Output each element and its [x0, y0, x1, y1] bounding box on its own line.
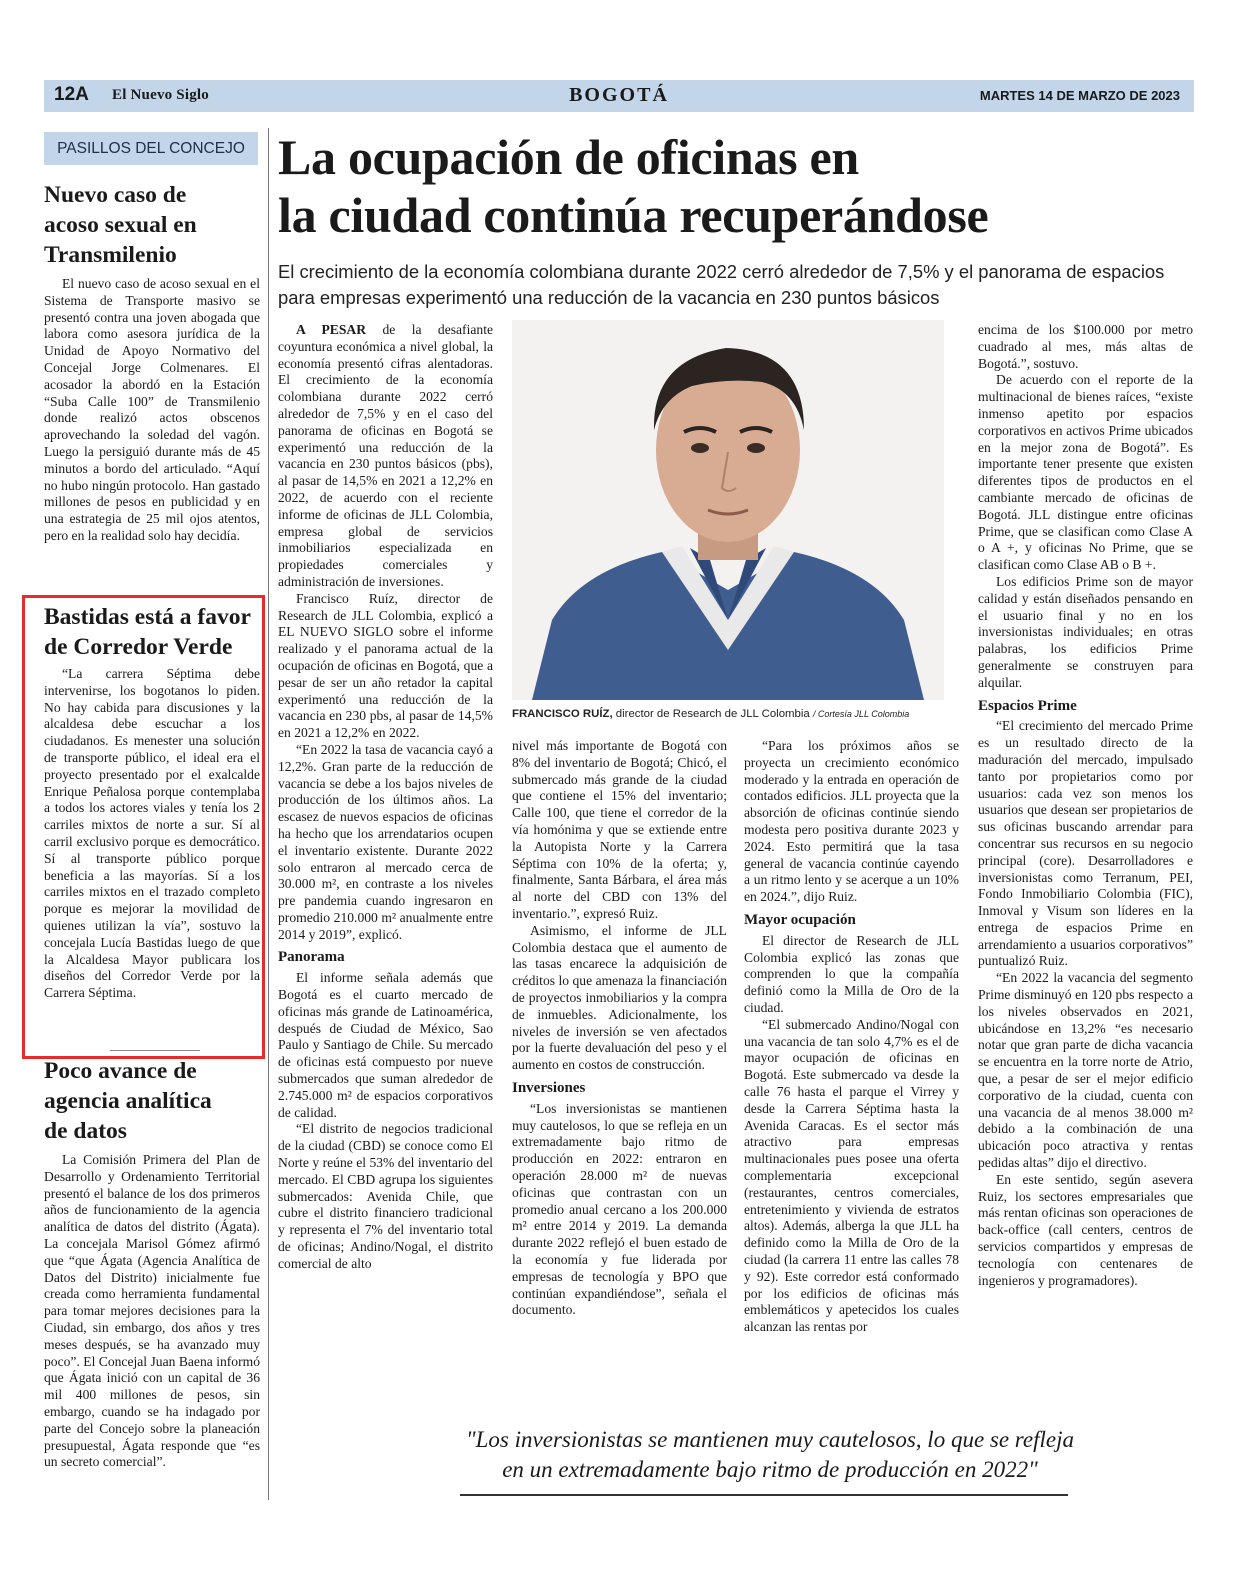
sidebar-story2-body: “La carrera Séptima debe intervenirse, los bogotanos lo piden. No hay cabida para discusiones y la alcaldesa debe escuchar a los ciudadanos. Es menester una solución de transporte público, el ideal era el proyecto presentado por el exalcalde Enrique Peñalosa porque contemplaba a todos los actores viales y tenía los 2 carriles mixtos de norte a sur. Sí al carril exclusivo porque es democrático. Sí al transporte público porque beneficia a las mayorías. Sí a los carriles mixtos en el trazado completo porque es mejorar la movilidad de quienes utilizan la vía”, sostuvo la concejala Lucía Bastidas luego de que la Alcaldesa Mayor publicara los diseños del Corredor Verde por la Carrera Séptima. — [44, 666, 260, 1001]
sidebar-story1-body: El nuevo caso de acoso sexual en el Sistema de Transporte masivo se presentó contra una joven abogada que labora como asesora jurídica de la Unidad de Apoyo Normativo del Concejal Jorge Colmenares. El acosador la abordó en la Estación “Suba Calle 100” de Transmilenio donde realizó actos obscenos aprovechando la soledad del vagón. Luego la persiguió durante más de 45 minutos a bordo del articulado. “Aquí no hubo ningún protocolo. Han gastado millones de pesos en publicidad y en una estrategia de 25 mil ojos atentos, pero en la realidad solo hay decidía. — [44, 276, 260, 543]
page-header-bar — [44, 80, 1194, 112]
caption-name: FRANCISCO RUÍZ, — [512, 708, 613, 720]
box-divider — [110, 1050, 200, 1051]
sidebar-story1-title: Nuevo caso de acoso sexual en Transmilenio — [44, 182, 197, 268]
newspaper-name: El Nuevo Siglo — [112, 87, 209, 103]
portrait-photo — [512, 320, 944, 700]
subhead-panorama: Panorama — [278, 949, 345, 966]
sidebar-story3-body: La Comisión Primera del Plan de Desarrollo y Ordenamiento Territorial presentó el balance de los dos primeros años de funcionamiento de la agencia analítica de datos del distrito (Ágata). La concejala Marisol Gómez afirmó que “que Ágata (Agencia Analítica de Datos del Distrito) inicialmente fue creada como herramienta fundamental para tomar mejores decisiones para la Ciudad, sin embargo, dos años y tres meses después, se ha avanzado muy poco”. El Concejal Juan Baena informó que Ágata inició con un capital de 36 mil 400 millones de pesos, sin embargo, cuando se ha indagado por parte del Concejo sobre la planeación presupuestal, Ágata responde que “es un secreto comercial”. — [44, 1152, 260, 1470]
sidebar-story2-title: Bastidas está a favor de Corredor Verde — [44, 604, 251, 660]
lead-in: A PESAR — [296, 322, 367, 337]
article-column-3: “Para los próximos años se proyecta un crecimiento económico moderado y la entrada en operación de contados edificios. JLL proyecta que la absorción de oficinas continúe siendo modesta pero positiva durante 2023 y 2024. Esto permitirá que la tasa general de vacancia continúe cayendo a un ritmo lento y se acerque a un 10% en 2024.”, dijo Ruiz. Mayor ocupación El director de Research de JLL Colombia explicó las zonas que comprenden lo que la compañía definió como la Milla de Oro de la ciudad. “El submercado Andino/Nogal con una vacancia de tan solo 4,7% es el de mayor ocupación de oficinas en Bogotá. Este submercado va desde la calle 76 hasta el parque el Virrey y desde la Carrera Séptima hasta la Avenida Caracas. Es el sector más atractivo para empresas multinacionales pues posee una oferta complementaria excepcional (restaurantes, centros comerciales, entretenimiento y vivienda de estratos altos). Además, alberga la que JLL ha definido como la Milla de Oro de la ciudad (la carrera 11 entre las calles 78 y 92). Este corredor está conformado por los edificios de oficinas más emblemáticos y apetecidos los cuales alcanzan las rentas por — [744, 738, 959, 1335]
article-subheadline: El crecimiento de la economía colombiana durante 2022 cerró alrededor de 7,5% y el panorama de espacios para empresas experimentó una reducción de la vacancia en 230 puntos básicos — [278, 261, 1165, 308]
article-column-2: nivel más importante de Bogotá con 8% del inventario de Bogotá; Chicó, el submercado más grande de la ciudad que contiene el 15% del inventario; Calle 100, que tiene el corredor de la vía homónima y que se extiende entre la Autopista Norte y la Carrera Séptima con 10% de la oferta; y, finalmente, Santa Bárbara, el área más al norte del CBD con 13% del inventario.”, expresó Ruiz. Asimismo, el informe de JLL Colombia destaca que el aumento de las tasas encarece la adquisición de créditos lo que amenaza la financiación de proyectos inmobiliarios y la compra de inmuebles. Adicionalmente, los niveles de inversión se ven afectados por la fuerte devaluación del peso y el aumento en costos de construcción. Inversiones “Los inversionistas se mantienen muy cautelosos, lo que se refleja en un extremadamente bajo ritmo de producción en 2022: entraron en operación 28.000 m² de nuevas oficinas que contrastan con un promedio anual cercano a los 200.000 m² entre 2014 y 2019. La demanda durante 2022 reflejó el buen estado de la economía y fue liderada por empresas de tecnología y BPO que continúan expandiéndose”, señala el documento. — [512, 738, 727, 1318]
photo-caption — [512, 708, 952, 720]
photo-credit: / Cortesía JLL Colombia — [812, 709, 910, 719]
column-divider — [268, 128, 269, 1500]
section-name: BOGOTÁ — [569, 84, 669, 106]
pull-quote-rule — [460, 1494, 1068, 1496]
sidebar-tag: PASILLOS DEL CONCEJO — [44, 132, 258, 165]
pull-quote: "Los inversionistas se mantienen muy cautelosos, lo que se refleja en un extremadamente bajo ritmo de producción en 2022" — [465, 1427, 1074, 1482]
sidebar-story3-title: Poco avance de agencia analítica de datos — [44, 1058, 212, 1144]
page-number: 12A — [54, 84, 89, 105]
article-column-4: encima de los $100.000 por metro cuadrado al mes, más altas de Bogotá.”, sostuvo. De acuerdo con el reporte de la multinacional de bienes raíces, “existe inmenso apetito por espacios corporativos en activos Prime ubicados en la mejor zona de Bogotá”. Es importante tener presente que existen diferentes tipos de productos en el cambiante mercado de oficinas de Bogotá. JLL distingue entre oficinas Prime, que se clasifican como Clase A o A +, y oficinas No Prime, que se clasifican como Clase AB o B +. Los edificios Prime son de mayor calidad y están diseñados pensando en el usuario final y no en los inversionistas individuales; en otras palabras, los edificios Prime generalmente se construyen para alquilar. Espacios Prime “El crecimiento del mercado Prime es un resultado directo de la maduración del mercado, impulsado tanto por propietarios como por usuarios: cada vez son menos los usuarios que desean ser propietarios de sus oficinas buscando arrendar para concentrar sus recursos en su negocio principal (core). Desarrolladores e inversionistas como Terranum, PEI, Fondo Inmobiliario Colombia (FIC), Inmoval y Visum son líderes en la entrega de espacios Prime en arrendamiento a usuarios corporativos” puntualizó Ruiz. “En 2022 la vacancia del segmento Prime disminuyó en 120 pbs respecto a los niveles observados en 2021, ubicándose en 13,2% “es necesario notar que gran parte de dicha vacancia se encuentra en la torre norte de Atrio, que, a pesar de ser el mejor edificio corporativo de la ciudad, cuenta con una vacancia de al menos 38.000 m² debido a la combinación de una ubicación poco atractiva y rentas pedidas altas” dijo el directivo. En este sentido, según asevera Ruiz, los sectores empresariales que más rentan oficinas son operaciones de back-office (call centers, centros de servicios compartidos y empresas de tecnología con centenares de ingenieros y programadores). — [978, 322, 1193, 1288]
subhead-espacios-prime: Espacios Prime — [978, 697, 1077, 714]
article-column-1: A PESAR de la desafiante coyuntura económica a nivel global, la economía presentó cifras alentadoras. El crecimiento de la economía colombiana durante 2022 cerró alrededor de 7,5% y en el caso del panorama de oficinas en Bogotá se experimentó una reducción de la vacancia en 230 puntos básicos (pbs), al pasar de 14,5% en 2021 a 12,2% en 2022, de acuerdo con el reciente informe de oficinas de JLL Colombia, empresa global de servicios inmobiliarios especializada en propiedades comerciales y administración de inversiones. Francisco Ruíz, director de Research de JLL Colombia, explicó a EL NUEVO SIGLO sobre el informe realizado y el panorama actual de la ocupación de oficinas en Bogotá, que a pesar de ser un año retador la capital experimentó una reducción de la vacancia en 230 pbs, al pasar de 14,5% en 2021 a 12,2% en 2022. “En 2022 la tasa de vacancia cayó a 12,2%. Gran parte de la reducción de vacancia se debe a los bajos niveles de producción de los últimos años. La escasez de nuevos espacios de oficinas ha hecho que los arrendatarios ocupen el inventario existente. Durante 2022 solo entraron al mercado cerca de 30.000 m², en contraste a los niveles pre pandemia cuando ingresaron en promedio 210.000 m² anualmente entre 2014 y 2019”, explicó. Panorama El informe señala además que Bogotá es el cuarto mercado de oficinas más grande de Latinoamérica, después de Ciudad de México, Sao Paulo y Santiago de Chile. Su mercado de oficinas está compuesto por nueve submercados que suman alrededor de 2.745.000 m² de espacios corporativos de calidad. “El distrito de negocios tradicional de la ciudad (CBD) se conoce como El Norte y reúne el 53% del inventario del mercado. El CBD agrupa los siguientes submercados: Avenida Chile, que cubre el distrito financiero tradicional y representa el 7% del inventario total de oficinas; Andino/Nogal, el distrito comercial de alto — [278, 322, 494, 1271]
subhead-inversiones: Inversiones — [512, 1079, 586, 1096]
issue-date: MARTES 14 DE MARZO DE 2023 — [979, 88, 1180, 103]
portrait-illustration — [512, 320, 944, 700]
article-headline: La ocupación de oficinas en la ciudad continúa recuperándose — [278, 129, 989, 243]
caption-text: director de Research de JLL Colombia — [612, 708, 810, 720]
subhead-mayor-ocupacion: Mayor ocupación — [744, 911, 856, 928]
